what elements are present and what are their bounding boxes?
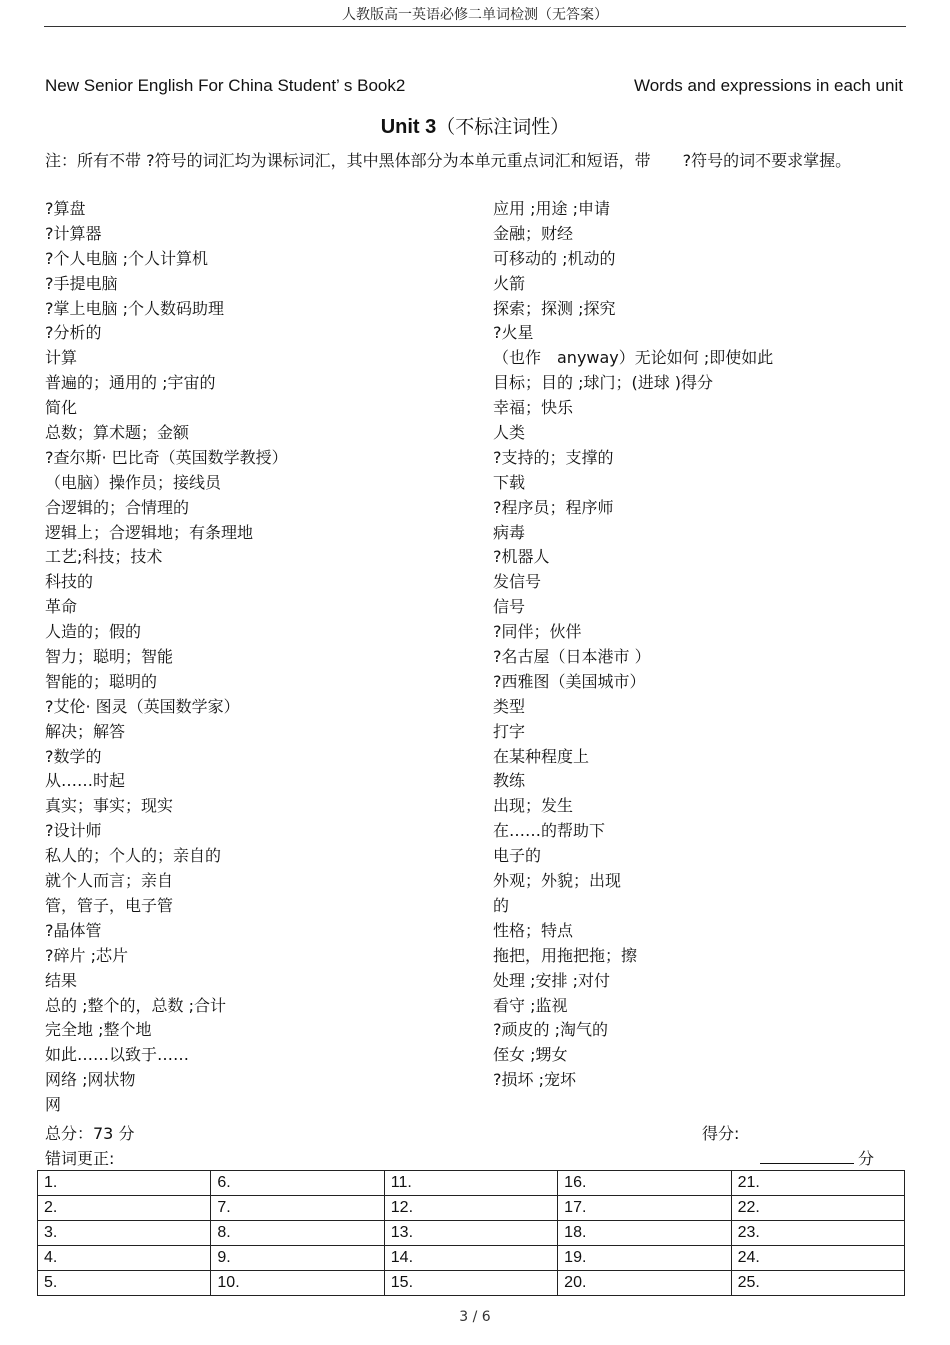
book-title-text: New Senior English For China Student’ s Book (45, 76, 396, 95)
vocab-entry: ?火星 (493, 323, 534, 343)
section-title: Words and expressions in each unit (633, 76, 903, 95)
correction-cell[interactable]: 24. (731, 1246, 904, 1271)
correction-cell[interactable]: 4. (38, 1246, 211, 1271)
vocab-entry: ?个人电脑 ;个人计算机 (45, 248, 208, 268)
vocab-entry: 处理 ;安排 ;对付 (493, 970, 610, 990)
correction-cell[interactable]: 8. (211, 1221, 384, 1246)
vocab-entry: ?手提电脑 (45, 273, 118, 293)
vocab-entry: ?数学的 (45, 746, 102, 766)
vocab-entry: 侄女 ;甥女 (493, 1045, 568, 1065)
vocab-entry: 可移动的 ;机动的 (493, 248, 616, 268)
correction-cell[interactable]: 21. (731, 1171, 904, 1196)
vocab-entry: 真实；事实；现实 (45, 796, 174, 816)
vocab-entry: 解决；解答 (45, 721, 126, 741)
vocab-entry: 在某种程度上 (493, 746, 590, 766)
total-score: 总分：73 分 (45, 1124, 135, 1143)
vocab-entry: 教练 (493, 771, 526, 791)
vocab-entry: 幸福；快乐 (493, 398, 574, 418)
vocab-entry: 下载 (493, 472, 526, 492)
correction-cell[interactable]: 11. (384, 1171, 557, 1196)
vocab-entry: ?掌上电脑 ;个人数码助理 (45, 298, 224, 318)
vocab-entry: ?分析的 (45, 323, 102, 343)
correction-cell[interactable]: 9. (211, 1246, 384, 1271)
vocab-entry: 逻辑上；合逻辑地；有条理地 (45, 522, 254, 542)
vocab-entry: ?查尔斯· 巴比奇（英国数学教授） (45, 447, 288, 467)
vocab-entry: ?设计师 (45, 821, 102, 841)
score-input-line[interactable] (760, 1147, 854, 1164)
vocab-entry: 总的 ;整个的，总数 ;合计 (45, 995, 226, 1015)
vocab-entry: ?计算器 (45, 223, 102, 243)
vocab-entry: 如此……以致于…… (45, 1045, 190, 1065)
vocab-entry: 应用 ;用途 ;申请 (493, 199, 610, 218)
correction-cell[interactable]: 5. (38, 1271, 211, 1296)
correction-cell[interactable]: 15. (384, 1271, 557, 1296)
vocab-entry: 普遍的；通用的 ;宇宙的 (45, 373, 216, 393)
unit-title (0, 112, 950, 139)
vocab-entry: 工艺;科技；技术 (45, 547, 163, 567)
grid-row (38, 1271, 905, 1296)
vocab-entry: ?晶体管 (45, 920, 102, 940)
correction-cell[interactable]: 2. (38, 1196, 211, 1221)
vocab-entry: 网络 ;网状物 (45, 1070, 136, 1090)
vocab-entry: ?程序员；程序师 (493, 497, 614, 517)
vocab-entry: 出现；发生 (493, 796, 574, 816)
vocab-entry: 从……时起 (45, 771, 126, 791)
correction-cell[interactable]: 25. (731, 1271, 904, 1296)
vocab-entry: ?同伴；伙伴 (493, 622, 582, 642)
vocab-entry: 病毒 (493, 522, 526, 542)
vocab-entry: 在……的帮助下 (493, 821, 606, 841)
score-label: 得分: (702, 1124, 740, 1143)
vocab-entry: 拖把，用拖把拖；擦 (493, 945, 638, 965)
vocab-entry: 私人的；个人的；亲自的 (45, 846, 222, 866)
vocab-entry: 总数；算术题；金额 (45, 423, 190, 443)
vocab-entry: 性格；特点 (493, 920, 574, 940)
vocab-entry: ?支持的；支撑的 (493, 447, 614, 467)
correction-cell[interactable]: 7. (211, 1196, 384, 1221)
vocab-entry: 就个人而言；亲自 (45, 871, 174, 891)
correction-label: 错词更正: (45, 1149, 115, 1168)
grid-row (38, 1246, 905, 1271)
grid-row (38, 1221, 905, 1246)
correction-cell[interactable]: 16. (558, 1171, 731, 1196)
correction-cell[interactable]: 12. (384, 1196, 557, 1221)
instruction-note: 注：所有不带 ?符号的词汇均为课标词汇，其中黑体部分为本单元重点词汇和短语，带 ?符号的词不要求掌握。 (45, 151, 852, 170)
correction-cell[interactable]: 6. (211, 1171, 384, 1196)
correction-cell[interactable]: 23. (731, 1221, 904, 1246)
vocab-entry: 简化 (45, 398, 78, 418)
vocab-entry: 火箭 (493, 273, 526, 293)
vocab-entry: 打字 (493, 721, 526, 741)
grid-row (38, 1171, 905, 1196)
vocab-entry: 看守 ;监视 (493, 995, 568, 1015)
vocab-entry: 革命 (45, 597, 78, 617)
vocab-entry: 探索；探测 ;探究 (493, 298, 616, 318)
grid-row (38, 1196, 905, 1221)
score-blank (760, 1146, 874, 1169)
score-unit: 分 (858, 1149, 875, 1168)
correction-cell[interactable]: 18. (558, 1221, 731, 1246)
left-word-column (45, 197, 465, 1118)
correction-cell[interactable]: 22. (731, 1196, 904, 1221)
correction-grid (37, 1170, 905, 1296)
vocab-entry: ?艾伦· 图灵（英国数学家） (45, 696, 240, 716)
vocab-entry: 科技的 (45, 572, 94, 592)
vocab-entry: 网 (45, 1095, 62, 1115)
right-word-column (493, 197, 913, 1093)
vocab-entry: 管，管子，电子管 (45, 895, 174, 915)
unit-title-cn: （不标注词性） (436, 116, 570, 138)
correction-cell[interactable]: 14. (384, 1246, 557, 1271)
vocab-entry: ?顽皮的 ;淘气的 (493, 1020, 608, 1040)
running-header: 人教版高一英语必修二单词检测（无答案） (342, 7, 608, 23)
header-divider (44, 26, 906, 27)
vocab-entry: ?碎片 ;芯片 (45, 945, 128, 965)
vocab-entry: 合逻辑的；合情理的 (45, 497, 190, 517)
vocab-entry: 发信号 (493, 572, 542, 592)
vocab-entry: 信号 (493, 597, 526, 617)
vocab-entry: 完全地 ;整个地 (45, 1020, 152, 1040)
vocab-entry: 电子的 (493, 846, 542, 866)
correction-cell[interactable]: 20. (558, 1271, 731, 1296)
correction-cell[interactable]: 19. (558, 1246, 731, 1271)
book-number: 2 (395, 76, 406, 95)
vocab-entry: 目标；目的 ;球门；(进球 )得分 (493, 373, 714, 393)
book-title (45, 76, 405, 96)
vocab-entry: 的 (493, 895, 510, 915)
vocab-entry: 金融；财经 (493, 223, 574, 243)
vocab-entry: 智力；聪明；智能 (45, 647, 174, 667)
correction-cell[interactable]: 13. (384, 1221, 557, 1246)
vocab-entry: 类型 (493, 696, 526, 716)
vocab-entry: （也作 anyway）无论如何 ;即使如此 (493, 348, 774, 368)
vocab-entry: ?西雅图（美国城市） (493, 671, 646, 691)
unit-title-en: Unit 3 (380, 116, 437, 138)
correction-cell[interactable]: 3. (38, 1221, 211, 1246)
vocab-entry: ?损坏 ;宠坏 (493, 1070, 576, 1090)
correction-cell[interactable]: 1. (38, 1171, 211, 1196)
vocab-entry: （电脑）操作员；接线员 (45, 472, 222, 492)
correction-cell[interactable]: 17. (558, 1196, 731, 1221)
vocab-entry: 外观；外貌；出现 (493, 871, 622, 891)
vocab-entry: ?名古屋（日本港市 ） (493, 647, 651, 667)
vocab-entry: ?机器人 (493, 547, 550, 567)
vocab-entry: ?算盘 (45, 199, 86, 218)
vocab-entry: 人类 (493, 423, 526, 443)
page-number: 3 / 6 (459, 1309, 491, 1325)
correction-cell[interactable]: 10. (211, 1271, 384, 1296)
vocab-entry: 智能的；聪明的 (45, 671, 158, 691)
vocab-entry: 结果 (45, 970, 78, 990)
vocab-entry: 计算 (45, 348, 78, 368)
vocab-entry: 人造的；假的 (45, 622, 142, 642)
